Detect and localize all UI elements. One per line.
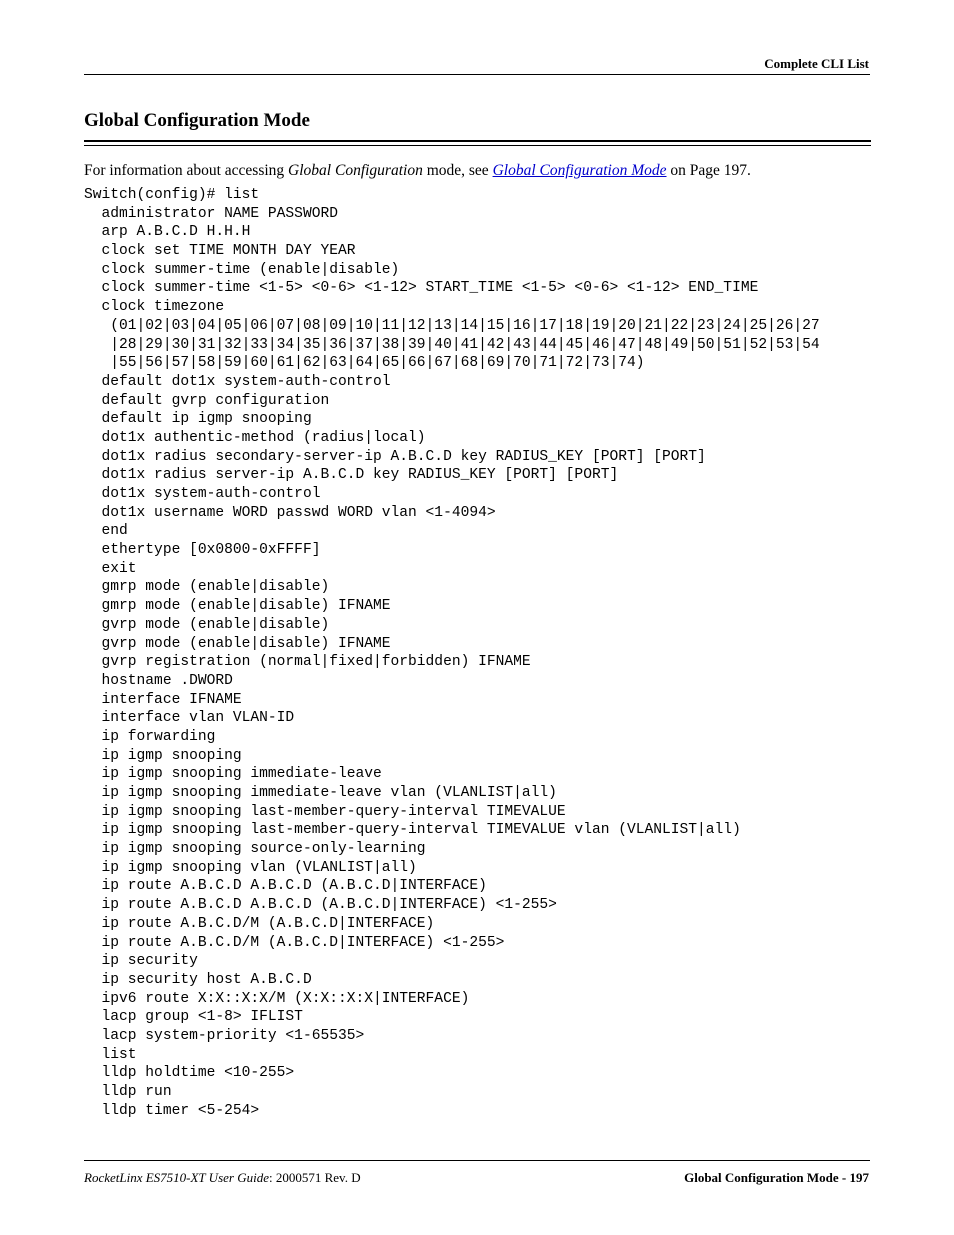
footer-rule <box>84 1160 870 1161</box>
cli-command-line: exit <box>84 560 137 577</box>
cli-command-line: interface IFNAME <box>84 691 242 708</box>
title-rule-thick <box>84 140 871 142</box>
cli-command-line: lldp timer <5-254> <box>84 1102 260 1119</box>
cli-command-line: interface vlan VLAN-ID <box>84 710 295 727</box>
cli-command-line: lacp system-priority <1-65535> <box>84 1027 365 1044</box>
cli-command-line: dot1x radius secondary-server-ip A.B.C.D key RADIUS_KEY [PORT] [PORT] <box>84 448 706 465</box>
footer-page-label: Global Configuration Mode - 197 <box>684 1170 869 1185</box>
cli-command-list <box>84 186 820 1120</box>
cli-command-line: clock set TIME MONTH DAY YEAR <box>84 243 356 260</box>
cli-command-line: dot1x username WORD passwd WORD vlan <1-4094> <box>84 504 496 521</box>
section-title: Global Configuration Mode <box>84 110 310 131</box>
cli-command-line: lldp run <box>84 1084 172 1100</box>
global-config-mode-link[interactable]: Global Configuration Mode <box>492 162 667 179</box>
cli-command-line: ip igmp snooping last-member-query-interval TIMEVALUE vlan (VLANLIST|all) <box>84 822 741 839</box>
footer-doc-info <box>84 1170 361 1186</box>
cli-command-line: gvrp mode (enable|disable) IFNAME <box>84 635 391 652</box>
cli-command-line: lacp group <1-8> IFLIST <box>84 1009 303 1026</box>
intro-paragraph <box>84 162 751 180</box>
intro-text-middle: mode, see <box>422 162 493 179</box>
cli-command-line: gmrp mode (enable|disable) IFNAME <box>84 598 391 615</box>
cli-command-line: hostname .DWORD <box>84 672 233 689</box>
cli-command-line: ip igmp snooping immediate-leave vlan (VLANLIST|all) <box>84 785 557 801</box>
cli-command-line: ethertype [0x0800-0xFFFF] <box>84 542 321 559</box>
cli-command-line: ip forwarding <box>84 728 216 745</box>
cli-command-line: (01|02|03|04|05|06|07|08|09|10|11|12|13|14|15|16|17|18|19|20|21|22|23|24|25|26|27 <box>84 317 820 334</box>
title-rule-thin <box>84 145 871 146</box>
cli-command-line: gmrp mode (enable|disable) <box>84 579 330 596</box>
cli-command-line: ip route A.B.C.D/M (A.B.C.D|INTERFACE) <1-255> <box>84 934 505 951</box>
cli-command-line: ip route A.B.C.D A.B.C.D (A.B.C.D|INTERFACE) <box>84 878 487 895</box>
cli-command-line: clock summer-time <1-5> <0-6> <1-12> START_TIME <1-5> <0-6> <1-12> END_TIME <box>84 280 759 297</box>
cli-command-line: ip igmp snooping <box>84 747 242 764</box>
cli-command-line: clock timezone <box>84 299 225 316</box>
cli-command-line: ip igmp snooping immediate-leave <box>84 766 382 783</box>
cli-command-line: ip igmp snooping last-member-query-interval TIMEVALUE <box>84 803 566 820</box>
cli-command-line: clock summer-time (enable|disable) <box>84 261 400 278</box>
cli-command-line: list <box>84 1046 137 1063</box>
cli-command-line: default dot1x system-auth-control <box>84 373 391 390</box>
cli-command-line: ipv6 route X:X::X:X/M (X:X::X:X|INTERFACE) <box>84 990 470 1007</box>
cli-command-line: |55|56|57|58|59|60|61|62|63|64|65|66|67|68|69|70|71|72|73|74) <box>84 355 645 372</box>
cli-command-line: Switch(config)# list <box>84 187 260 203</box>
cli-command-line: gvrp mode (enable|disable) <box>84 616 330 633</box>
footer-doc-number: : 2000571 Rev. D <box>268 1170 361 1185</box>
cli-command-line: ip route A.B.C.D/M (A.B.C.D|INTERFACE) <box>84 915 435 932</box>
cli-command-line: lldp holdtime <10-255> <box>84 1065 295 1082</box>
cli-command-line: dot1x radius server-ip A.B.C.D key RADIUS_KEY [PORT] [PORT] <box>84 467 619 484</box>
cli-command-line: dot1x authentic-method (radius|local) <box>84 429 426 446</box>
cli-command-line: ip igmp snooping vlan (VLANLIST|all) <box>84 859 417 876</box>
cli-command-line: arp A.B.C.D H.H.H <box>84 224 251 241</box>
cli-command-line: |28|29|30|31|32|33|34|35|36|37|38|39|40|41|42|43|44|45|46|47|48|49|50|51|52|53|54 <box>84 336 820 353</box>
cli-command-line: ip security host A.B.C.D <box>84 971 312 988</box>
cli-command-line: default ip igmp snooping <box>84 411 312 428</box>
cli-command-line: gvrp registration (normal|fixed|forbidden) IFNAME <box>84 654 531 671</box>
cli-command-line: end <box>84 523 128 540</box>
cli-command-line: ip igmp snooping source-only-learning <box>84 841 426 858</box>
cli-command-line: dot1x system-auth-control <box>84 486 321 502</box>
intro-mode-name: Global Configuration <box>288 162 423 179</box>
intro-text-after: on Page 197. <box>666 162 751 179</box>
footer-product-name: RocketLinx ES7510-XT User Guide <box>84 1170 269 1185</box>
cli-command-line: administrator NAME PASSWORD <box>84 205 338 222</box>
running-header-title: Complete CLI List <box>764 56 869 71</box>
cli-command-line: ip route A.B.C.D A.B.C.D (A.B.C.D|INTERFACE) <1-255> <box>84 897 557 914</box>
intro-text-before: For information about accessing <box>84 162 289 179</box>
header-rule <box>84 74 870 75</box>
cli-command-line: default gvrp configuration <box>84 392 330 409</box>
cli-command-line: ip security <box>84 953 198 970</box>
